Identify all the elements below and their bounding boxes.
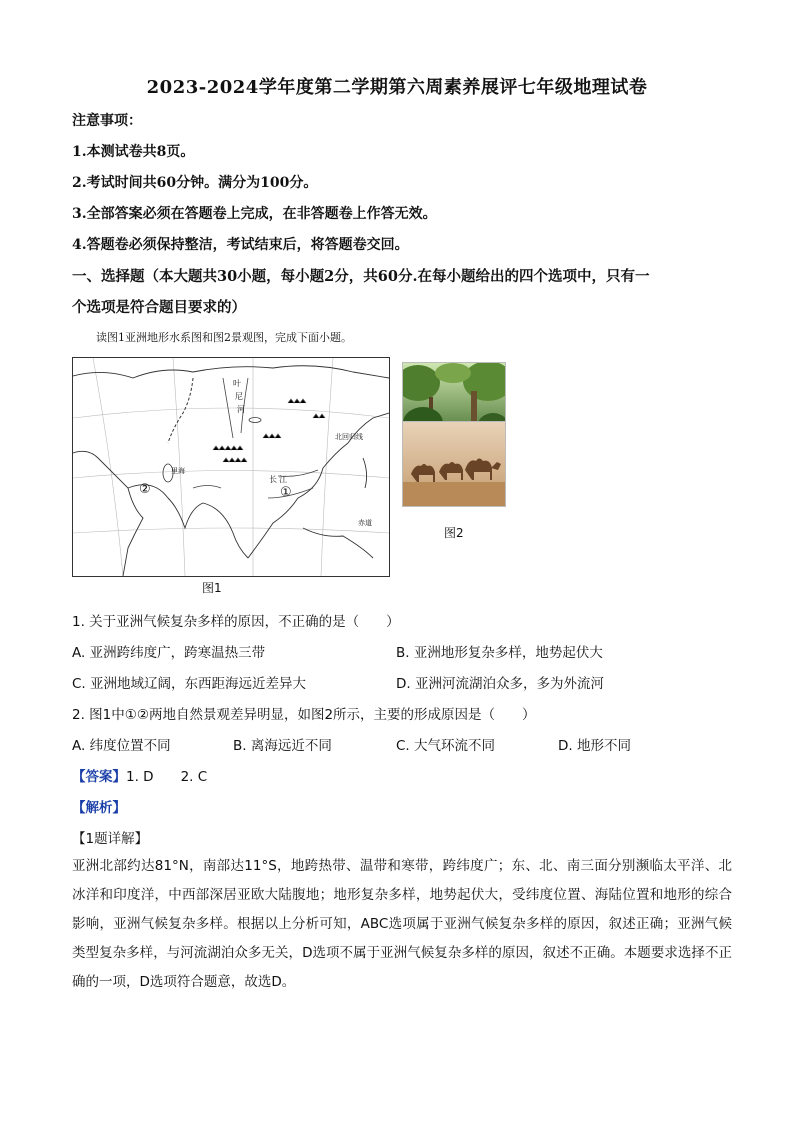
map-marker-1: ① [280,485,292,500]
map-label-river: 河 [237,405,245,414]
question-2-option-b: B. 离海远近不同 [233,738,332,754]
question-2-stem: 2. 图1中①②两地自然景观差异明显，如图2所示，主要的形成原因是（ ） [72,707,536,723]
section-heading-line2: 个选项是符合题目要求的） [72,299,246,316]
map-label-place: 里海 [171,467,185,475]
question-instruction: 读图1亚洲地形水系图和图2景观图，完成下面小题。 [96,331,352,344]
notice-item: 3.全部答案必须在答题卷上完成，在非答题卷上作答无效。 [72,206,437,222]
desert-camel-photo [402,421,506,507]
question-2-option-d: D. 地形不同 [558,738,631,754]
asia-map-drawing [73,358,389,576]
notice-item: 1.本测试卷共8页。 [72,144,195,160]
notice-heading: 注意事项： [72,113,142,129]
asia-map [72,357,390,577]
map-label-river: 江 [279,475,287,484]
question-1-option-a: A. 亚洲跨纬度广，跨寒温热三带 [72,645,266,661]
question-1-stem: 1. 关于亚洲气候复杂多样的原因，不正确的是（ ） [72,614,400,630]
question-1-option-d: D. 亚洲河流湖泊众多，多为外流河 [396,676,604,692]
answer-label: 【答案】 [72,769,126,785]
analysis-label: 【解析】 [72,800,126,816]
question-1-option-c: C. 亚洲地域辽阔，东西距海远近差异大 [72,676,307,692]
answer-line [72,765,207,785]
map-label-river: 叶 [233,379,241,388]
question-2-option-a: A. 纬度位置不同 [72,738,171,754]
map-label-river: 长 [269,475,277,484]
figure-2-caption: 图2 [444,526,464,540]
figure-1-caption: 图1 [202,581,222,595]
notice-item: 2.考试时间共60分钟。满分为100分。 [72,175,318,191]
analysis-sublabel: 【1题详解】 [72,831,149,847]
map-label-place: 北回归线 [335,433,363,441]
map-marker-2: ② [139,482,151,497]
map-label-place: 赤道 [358,519,372,527]
desert-camel-image [403,422,505,506]
map-label-river: 尼 [235,392,243,401]
question-2-option-c: C. 大气环流不同 [396,738,496,754]
notice-item: 4.答题卷必须保持整洁，考试结束后，将答题卷交回。 [72,237,409,253]
section-heading-line1: 一、选择题（本大题共30小题，每小题2分，共60分.在每小题给出的四个选项中，只有一 [72,268,650,285]
page-title: 2023-2024学年度第二学期第六周素养展评七年级地理试卷 [146,77,648,98]
answer-text: 1. D 2. C [126,769,208,785]
analysis-paragraph: 亚洲北部约达81°N，南部达11°S，地跨热带、温带和寒带，跨纬度广；东、北、南三面分别濒临太平洋、北冰洋和印度洋，中西部深居亚欧大陆腹地；地形复杂多样，地势起伏大，受纬度位置、海陆位置和地形的综合影响，亚洲气候复杂多样。根据以上分析可知，ABC选项属于亚洲气候复杂多样的原因，叙述正确；亚洲气候类型复杂多样，与河流湖泊众多无关，D选项不属于亚洲气候复杂多样的原因，叙述不正确。本题要求选择不正确的一项，D选项符合题意，故选D。 [72,858,732,990]
question-1-option-b: B. 亚洲地形复杂多样，地势起伏大 [396,645,603,661]
